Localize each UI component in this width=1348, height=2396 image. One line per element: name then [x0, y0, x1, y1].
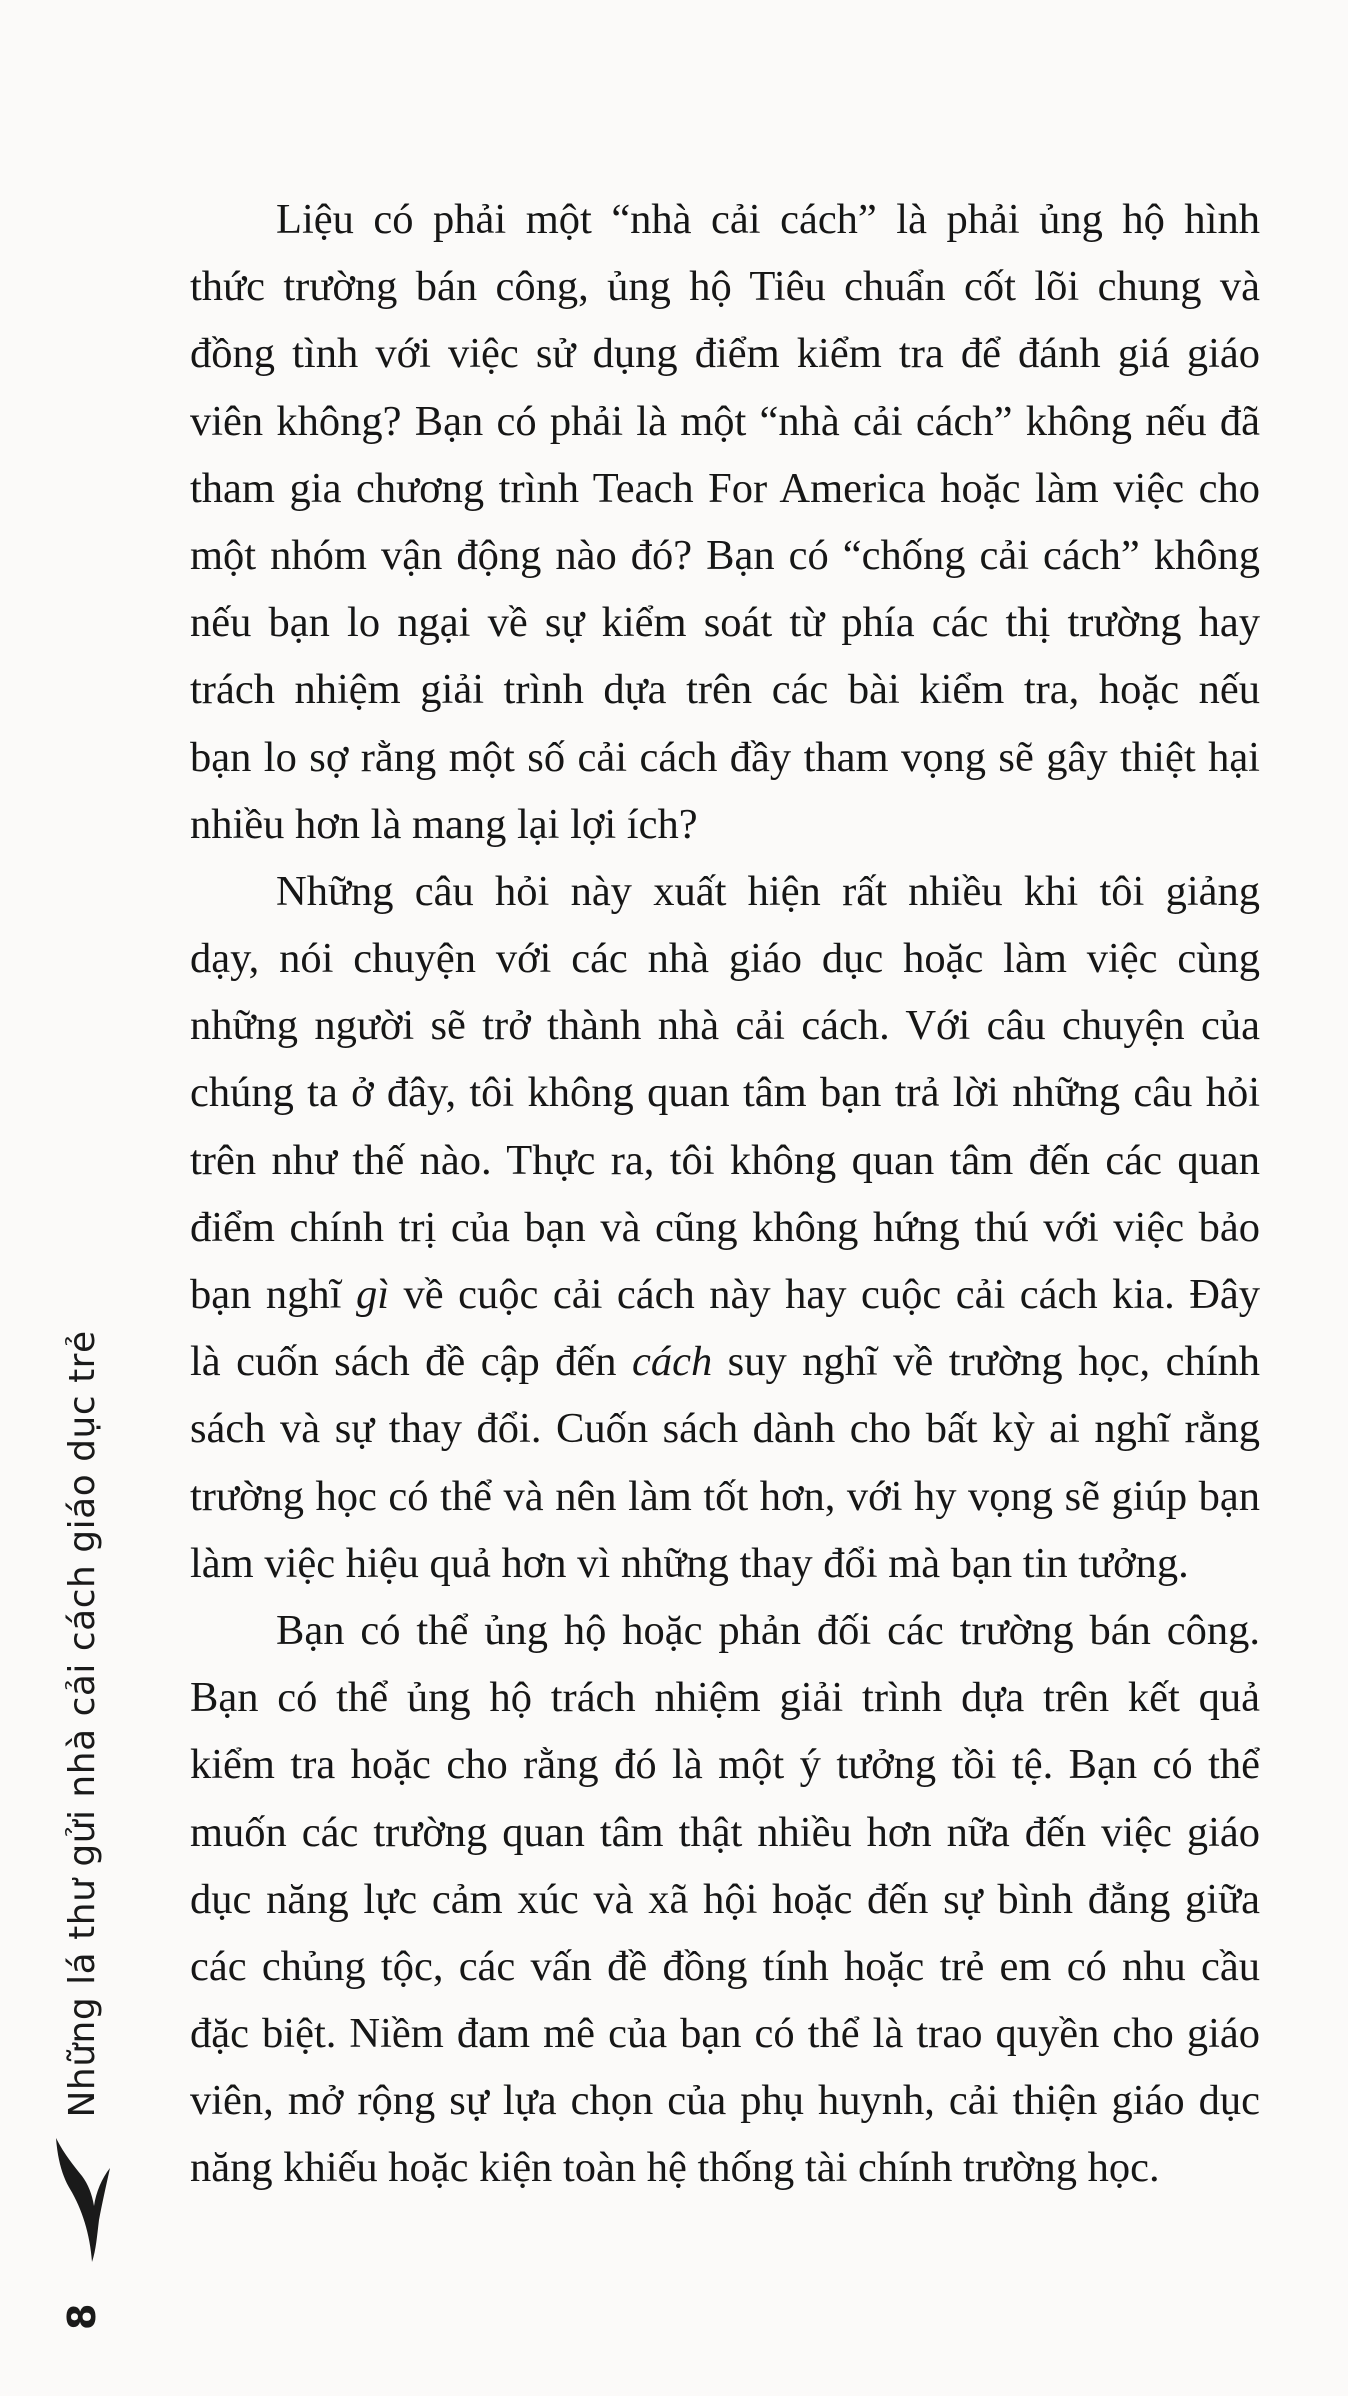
text-line: dục năng lực cảm xúc và xã hội hoặc đến sự bình đẳng giữa — [190, 1875, 1260, 1923]
emphasis-text: cách — [631, 1338, 713, 1386]
text-line: dạy, nói chuyện với các nhà giáo dục hoặc làm việc cùng — [190, 935, 1260, 983]
text-line: Liệu có phải một “nhà cải cách” là phải ủng hộ hình — [276, 196, 1260, 243]
text-line: làm việc hiệu quả hơn vì những thay đổi mà bạn tin tưởng. — [190, 1539, 1189, 1587]
text-line: đặc biệt. Niềm đam mê của bạn có thể là trao quyền cho giáo — [190, 2010, 1260, 2058]
running-head — [52, 1150, 112, 2330]
text-line: trên như thế nào. Thực ra, tôi không quan tâm đến các quan — [190, 1136, 1260, 1184]
text-line: trường học có thể và nên làm tốt hơn, với hy vọng sẽ giúp bạn — [190, 1472, 1260, 1520]
paragraph-1 — [190, 186, 1260, 858]
body-text — [190, 186, 1260, 2202]
text-line: nếu bạn lo ngại về sự kiểm soát từ phía các thị trường hay — [190, 599, 1260, 647]
text-line: Bạn có thể ủng hộ hoặc phản đối các trường bán công. — [276, 1606, 1260, 1654]
text-line: tham gia chương trình Teach For America hoặc làm việc cho — [190, 464, 1260, 512]
text-line: các chủng tộc, các vấn đề đồng tính hoặc trẻ em có nhu cầu — [190, 1942, 1260, 1990]
text-line: kiểm tra hoặc cho rằng đó là một ý tưởng tồi tệ. Bạn có thể — [190, 1741, 1260, 1789]
page-number: 8 — [60, 2303, 104, 2330]
text-run: về cuộc cải cách này hay cuộc cải cách kia. Đây — [389, 1271, 1261, 1318]
text-line: Bạn có thể ủng hộ trách nhiệm giải trình dựa trên kết quả — [190, 1674, 1260, 1722]
text-line: năng khiếu hoặc kiện toàn hệ thống tài chính trường học. — [190, 2144, 1160, 2192]
text-line: viên không? Bạn có phải là một “nhà cải cách” không nếu đã — [190, 397, 1260, 445]
text-line: những người sẽ trở thành nhà cải cách. Với câu chuyện của — [190, 1002, 1260, 1050]
paragraph-2 — [190, 858, 1260, 1597]
text-line: nhiều hơn là mang lại lợi ích? — [190, 800, 698, 848]
text-line — [190, 1328, 1260, 1395]
text-line: điểm chính trị của bạn và cũng không hứng thú với việc bảo — [190, 1203, 1260, 1251]
text-line: thức trường bán công, ủng hộ Tiêu chuẩn cốt lõi chung và — [190, 263, 1260, 311]
text-line: Những câu hỏi này xuất hiện rất nhiều khi tôi giảng — [276, 867, 1260, 915]
text-line: viên, mở rộng sự lựa chọn của phụ huynh, cải thiện giáo dục — [190, 2077, 1260, 2125]
text-line — [190, 1261, 1260, 1328]
text-line: đồng tình với việc sử dụng điểm kiểm tra để đánh giá giáo — [190, 330, 1260, 378]
text-line: muốn các trường quan tâm thật nhiều hơn nữa đến việc giáo — [190, 1808, 1260, 1856]
text-line: trách nhiệm giải trình dựa trên các bài kiểm tra, hoặc nếu — [190, 666, 1260, 714]
text-line: một nhóm vận động nào đó? Bạn có “chống cải cách” không — [190, 531, 1260, 579]
book-title: Những lá thư gửi nhà cải cách giáo dục trẻ — [61, 1330, 103, 2118]
text-line: sách và sự thay đổi. Cuốn sách dành cho bất kỳ ai nghĩ rằng — [190, 1405, 1260, 1453]
text-line: chúng ta ở đây, tôi không quan tâm bạn trả lời những câu hỏi — [190, 1069, 1260, 1117]
bird-silhouette-icon — [52, 2134, 112, 2264]
text-run: là cuốn sách đề cập đến — [190, 1338, 632, 1386]
text-run: suy nghĩ về trường học, chính — [712, 1338, 1260, 1386]
emphasis-text: gì — [355, 1271, 390, 1318]
text-line: bạn lo sợ rằng một số cải cách đầy tham vọng sẽ gây thiệt hại — [190, 733, 1260, 781]
text-run: bạn nghĩ — [190, 1271, 356, 1318]
paragraph-3 — [190, 1597, 1260, 2202]
